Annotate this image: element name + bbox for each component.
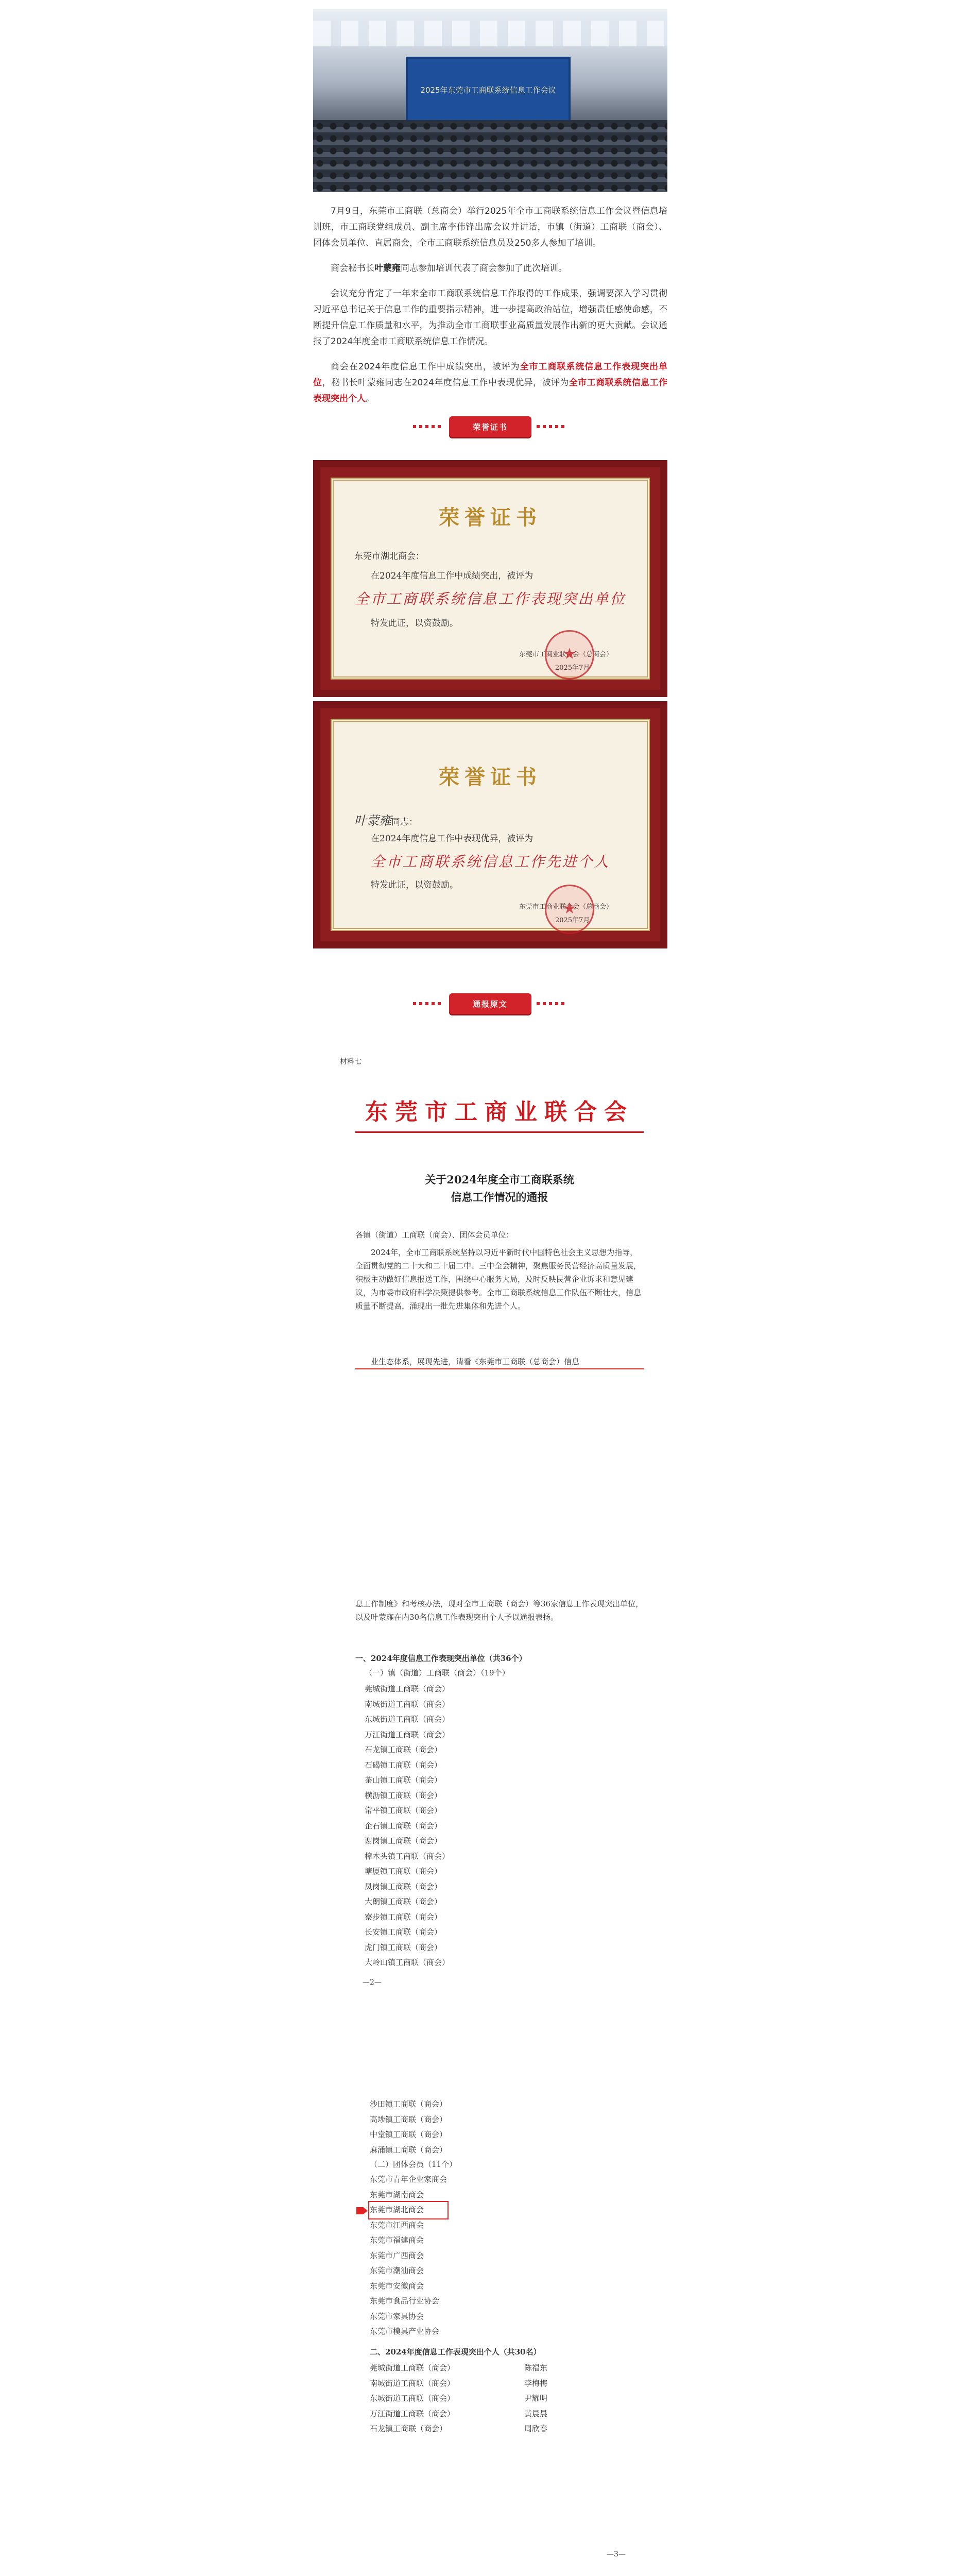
unit-list-item: 东莞市家具协会 [370, 2311, 424, 2321]
unit-list [370, 2172, 447, 2340]
unit-list-item: 东莞市湖北商会 [370, 2202, 447, 2218]
person-name: 周欣春 [524, 2424, 548, 2433]
person-list-item [370, 2391, 547, 2406]
unit-list-item: 东莞市青年企业家商会 [370, 2175, 447, 2184]
unit-list-item: 东莞市江西商会 [370, 2220, 424, 2230]
certificate-issuer: 东莞市工商业联合会（总商会） [519, 903, 613, 911]
stage-screen [406, 57, 571, 124]
unit-list-item: 凤岗镇工商联（商会） [365, 1882, 442, 1891]
text: 商会秘书长 [331, 263, 374, 274]
person-name: 陈福东 [524, 2363, 548, 2372]
unit-list [365, 1682, 450, 1971]
person-list-item [370, 2406, 547, 2422]
material-tag: 材料七 [340, 1058, 361, 1066]
sub-heading: （一）镇（街道）工商联（商会）（19个） [365, 1668, 510, 1677]
certificate-title: 荣誉证书 [439, 765, 542, 789]
certificate-paper [331, 719, 650, 931]
document-title-line-1: 关于2024年度全市工商联系统 [425, 1173, 574, 1186]
official-seal [545, 885, 594, 934]
divider [413, 1002, 444, 1005]
unit-list-item: 麻涌镇工商联（商会） [370, 2145, 447, 2155]
intro-article [313, 204, 667, 407]
unit-list-item: 东莞市潮汕商会 [370, 2266, 424, 2275]
text: 同志参加培训代表了商会参加了此次培训。 [401, 263, 567, 274]
person-unit: 东城街道工商联（商会） [370, 2394, 455, 2403]
body-paragraph: 2024年，全市工商联系统坚持以习近平新时代中国特色社会主义思想为指导，全面贯彻党的二十大和二十届二中、三中全会精神，聚焦服务民营经济高质量发展，积极主动做好信息报送工作，围绕中心服务大局，及时反映民营企业诉求和意见建议，为市委市政府科学决策提供参考。全市工商联系统信息工作队伍不断壮大，信息质量不断提高，涌现出一批先进集体和先进个人。 [355, 1248, 642, 1311]
unit-list-item: 东莞市模具产业协会 [370, 2327, 440, 2336]
unit-list-item: 大岭山镇工商联（商会） [365, 1958, 450, 1967]
unit-list-item: 沙田镇工商联（商会） [370, 2099, 447, 2109]
unit-list-item: 大朗镇工商联（商会） [365, 1897, 442, 1906]
certificate-title: 荣誉证书 [439, 505, 542, 530]
page-number: —3— [607, 2550, 626, 2558]
unit-list-item: 樟木头镇工商联（商会） [365, 1851, 450, 1861]
unit-list-item: 东莞市安徽商会 [370, 2281, 424, 2291]
document-page-2 [313, 2076, 667, 2576]
text: 。 [366, 394, 374, 404]
person-unit: 石龙镇工商联（商会） [370, 2424, 447, 2433]
award-unit-text: 全市工商联系统信息工作表现突出单位 [313, 362, 668, 388]
section-badge-notice [313, 993, 667, 1014]
unit-list [370, 2097, 447, 2158]
sub-heading: （二）团体会员（11个） [370, 2160, 457, 2169]
person-list-item [370, 2421, 547, 2437]
certificate-line: 在2024年度信息工作中成绩突出，被评为 [371, 571, 533, 581]
unit-list-item: 石碣镇工商联（商会） [365, 1760, 442, 1770]
body-paragraph-underlined: 业生态体系，展现先进，请看《东莞市工商联（总商会）信息 [355, 1355, 644, 1369]
section-badge-certificate [313, 416, 667, 437]
unit-list-item: 横沥镇工商联（商会） [365, 1790, 442, 1800]
person-unit: 莞城街道工商联（商会） [370, 2363, 455, 2372]
intro-paragraph-2 [313, 261, 667, 277]
badge-label: 通报原文 [449, 993, 531, 1014]
unit-list-item: 南城街道工商联（商会） [365, 1699, 450, 1709]
unit-list-item: 寮步镇工商联（商会） [365, 1912, 442, 1922]
ceiling-lights [313, 21, 667, 46]
person-list [370, 2361, 547, 2437]
audience [313, 120, 667, 192]
intro-paragraph-3: 会议充分肯定了一年来全市工商联系统信息工作取得的工作成果，强调要深入学习贯彻习近平总书记关于信息工作的重要指示精神，进一步提高政治站位，增强责任感使命感，不断提升信息工作质量和水平，为推动全市工商联事业高质量发展作出新的更大贡献。会议通报了2024年度全市工商联系统信息工作情况。 [313, 289, 667, 347]
divider [413, 425, 444, 428]
unit-list-item: 莞城街道工商联（商会） [365, 1684, 450, 1693]
certificate-person [313, 701, 667, 948]
person-list-item [370, 2361, 547, 2376]
person-name: 李梅梅 [524, 2378, 548, 2388]
certificate-award: 全市工商联系统信息工作先进个人 [370, 853, 610, 870]
unit-list-item: 中堂镇工商联（商会） [370, 2130, 447, 2139]
certificate-line: 在2024年度信息工作中表现优异，被评为 [371, 834, 533, 844]
document-page-1 [313, 1056, 667, 2087]
unit-list-item: 东莞市广西商会 [370, 2250, 424, 2260]
unit-list-item: 石龙镇工商联（商会） [365, 1745, 442, 1754]
highlight-arrow-icon [356, 2207, 368, 2214]
certificate-recipient: 东莞市湖北商会： [354, 551, 424, 562]
header-red-line [355, 1131, 644, 1133]
certificate-award: 全市工商联系统信息工作表现突出单位 [354, 590, 626, 607]
body-paragraph: 息工作制度》和考核办法，现对全市工商联（商会）等36家信息工作表现突出单位，以及叶蒙雍在内30名信息工作表现突出个人予以通报表扬。 [355, 1599, 644, 1622]
intro-paragraph-1: 7月9日，东莞市工商联（总商会）举行2025年全市工商联系统信息工作会议暨信息培训班，市工商联党组成员、副主席李伟锋出席会议并讲话，市镇（街道）工商联（商会）、团体会员单位、直属商会，全市工商联系统信息员及250多人参加了培训。 [313, 206, 667, 248]
unit-list-item: 东莞市湖南商会 [370, 2190, 424, 2199]
section-heading: 一、2024年度信息工作表现突出单位（共36个） [355, 1654, 527, 1663]
unit-list-item: 谢岗镇工商联（商会） [365, 1836, 442, 1845]
certificate-date: 2025年7月 [555, 917, 590, 924]
divider [537, 425, 567, 428]
document-title-line-2: 信息工作情况的通报 [451, 1191, 548, 1204]
certificate-line: 特发此证，以资鼓励。 [371, 618, 458, 629]
unit-list-item: 东莞市福建商会 [370, 2235, 424, 2245]
person-name: 尹耀明 [524, 2394, 548, 2403]
hero-photo [313, 9, 667, 192]
text: 商会在2024年度信息工作中成绩突出，被评为 [331, 362, 520, 372]
highlight-name: 叶蒙雍 [374, 263, 401, 274]
recipient-suffix: 同志： [391, 817, 418, 827]
unit-list-item: 企石镇工商联（商会） [365, 1821, 442, 1831]
text: ，秘书长叶蒙雍同志在2024年度信息工作中表现优异，被评为 [322, 378, 569, 388]
page-number: —2— [363, 1978, 382, 1987]
recipient-name: 叶蒙雍 [354, 814, 391, 828]
unit-list-item: 虎门镇工商联（商会） [365, 1942, 442, 1952]
stage-screen-text: 2025年东莞市工商联系统信息工作会议 [420, 86, 556, 95]
unit-list-item: 塘厦镇工商联（商会） [365, 1867, 442, 1876]
unit-list-item: 高埗镇工商联（商会） [370, 2114, 447, 2124]
badge-label: 荣誉证书 [449, 416, 531, 437]
official-seal [545, 630, 594, 680]
unit-list-item: 东城街道工商联（商会） [365, 1715, 450, 1724]
section-heading: 二、2024年度信息工作表现突出个人（共30名） [370, 2347, 541, 2357]
certificate-issuer: 东莞市工商业联合会（总商会） [519, 651, 613, 658]
divider [537, 1002, 567, 1005]
person-list-item [370, 2376, 547, 2392]
certificate-date: 2025年7月 [555, 664, 590, 672]
person-unit: 南城街道工商联（商会） [370, 2378, 455, 2388]
document-header: 东莞市工商业联合会 [365, 1099, 634, 1125]
intro-paragraph-4 [313, 359, 667, 407]
unit-list-item: 常平镇工商联（商会） [365, 1806, 442, 1815]
addressee: 各镇（街道）工商联（商会）、团体会员单位： [355, 1230, 514, 1240]
certificate-paper [331, 478, 650, 680]
award-person-text: 全市工商联系统信息工作表现突出个人 [313, 378, 668, 404]
unit-list-item: 东莞市食品行业协会 [370, 2296, 440, 2306]
certificate-line: 特发此证，以资鼓励。 [371, 880, 458, 890]
person-unit: 万江街道工商联（商会） [370, 2409, 455, 2418]
person-name: 黄晨晨 [524, 2409, 548, 2418]
unit-list-item: 长安镇工商联（商会） [365, 1927, 442, 1937]
unit-list-item: 茶山镇工商联（商会） [365, 1775, 442, 1785]
certificate-recipient [354, 810, 418, 828]
unit-list-item: 万江街道工商联（商会） [365, 1730, 450, 1739]
certificate-unit [313, 460, 667, 697]
